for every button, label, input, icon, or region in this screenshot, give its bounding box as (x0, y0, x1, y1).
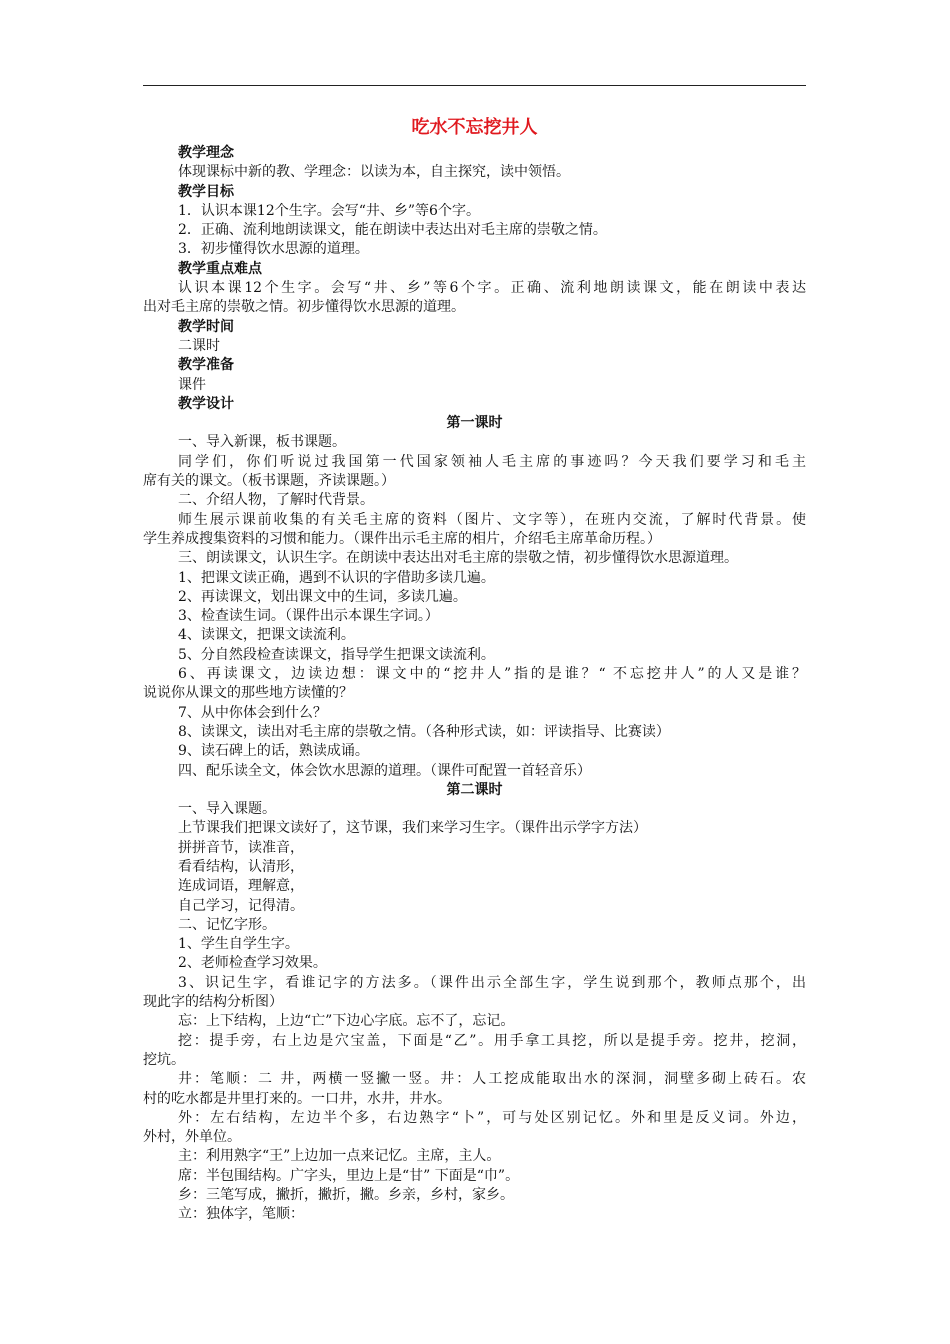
paragraph-line: 同学们，你们听说过我国第一代国家领袖人毛主席的事迹吗？今天我们要学习和毛主 (178, 453, 806, 470)
paragraph-line: 一、导入课题。 (178, 801, 276, 818)
paragraph-line: 主：利用熟字“王”上边加一点来记忆。主席，主人。 (178, 1148, 501, 1165)
paragraph-line: 立：独体字，笔顺： (178, 1206, 304, 1223)
document-body (143, 114, 806, 1225)
paragraph-line: 5、分自然段检查读课文，指导学生把课文读流利。 (178, 646, 495, 663)
paragraph-line: 出对毛主席的崇敬之情。初步懂得饮水思源的道理。 (143, 299, 465, 316)
paragraph-line: 三、朗读课文，认识生字。在朗读中表达出对毛主席的崇敬之情，初步懂得饮水思源道理。 (178, 550, 738, 567)
paragraph-line: 挖坑。 (143, 1051, 185, 1068)
paragraph-line: 学生养成搜集资料的习惯和能力。（课件出示毛主席的相片，介绍毛主席革命历程。） (143, 530, 661, 547)
lesson-heading: 第一课时 (446, 415, 503, 432)
paragraph-line: 2、再读课文，划出课文中的生词，多读几遍。 (178, 588, 467, 605)
paragraph-line: 认识本课12个生字。会写“井、乡”等6个字。正确、流利地朗读课文，能在朗读中表达 (178, 280, 806, 297)
paragraph-line: 四、配乐读全文，体会饮水思源的道理。（课件可配置一首轻音乐） (178, 762, 591, 779)
paragraph-line: 1、学生自学生字。 (178, 936, 299, 953)
paragraph-line: 说说你从课文的那些地方读懂的？ (143, 685, 353, 702)
paragraph-line: 连成词语，理解意， (178, 878, 304, 895)
paragraph-line: 4、读课文，把课文读流利。 (178, 627, 355, 644)
paragraph-line: 看看结构，认清形， (178, 858, 304, 875)
paragraph-line: 席有关的课文。（板书课题，齐读课题。） (143, 473, 395, 490)
paragraph-line: 外村，外单位。 (143, 1129, 241, 1146)
paragraph-line: 自己学习，记得清。 (178, 897, 304, 914)
paragraph-line: 6、再读课文，边读边想：课文中的“挖井人”指的是谁？“ 不忘挖井人”的人又是谁？ (178, 666, 806, 683)
paragraph-line: 7、从中你体会到什么？ (178, 704, 327, 721)
paragraph-line: 乡：三笔写成，撇折，撇折，撇。乡亲，乡村，家乡。 (178, 1187, 514, 1204)
paragraph-line: 9、读石碑上的话，熟读成诵。 (178, 743, 369, 760)
paragraph-line: 井：笔顺：二 井，两横一竖撇一竖。井：人工挖成能取出水的深洞，洞壁多砌上砖石。农 (178, 1071, 806, 1088)
section-heading: 教学目标 (178, 183, 234, 200)
paragraph-line: 8、读课文，读出对毛主席的崇敬之情。（各种形式读，如：评读指导、比赛读） (178, 723, 670, 740)
paragraph-line: 忘：上下结构，上边“亡”下边心字底。忘不了，忘记。 (178, 1013, 515, 1030)
paragraph-line: 村的吃水都是井里打来的。一口井，水井，井水。 (143, 1090, 451, 1107)
paragraph-line: 外：左右结构，左边半个多，右边熟字“卜”，可与处区别记忆。外和里是反义词。外边， (178, 1109, 806, 1126)
paragraph-line: 现此字的结构分析图） (143, 994, 283, 1011)
paragraph-line: 师生展示课前收集的有关毛主席的资料（图片、文字等），在班内交流，了解时代背景。使 (178, 511, 806, 528)
paragraph-line: 席：半包围结构。广字头，里边上是“甘” 下面是“巾”。 (178, 1167, 520, 1184)
section-heading: 教学重点难点 (178, 260, 262, 277)
document-title: 吃水不忘挖井人 (411, 117, 538, 138)
paragraph-line: 1、把课文读正确，遇到不认识的字借助多读几遍。 (178, 569, 495, 586)
paragraph-line: 挖：提手旁，右上边是穴宝盖，下面是“乙”。用手拿工具挖，所以是提手旁。挖井，挖洞， (178, 1032, 806, 1049)
lesson-heading: 第二课时 (446, 781, 503, 798)
section-heading: 教学准备 (178, 357, 234, 374)
paragraph-line: 3、检查读生词。（课件出示本课生字词。） (178, 608, 439, 625)
paragraph-line: 体现课标中新的教、学理念：以读为本，自主探究，读中领悟。 (178, 164, 570, 181)
paragraph-line: 拼拼音节，读准音， (178, 839, 304, 856)
paragraph-line: 1．认识本课12个生字。会写“井、乡”等6个字。 (178, 202, 480, 219)
paragraph-line: 2．正确、流利地朗读课文，能在朗读中表达出对毛主席的崇敬之情。 (178, 222, 607, 239)
paragraph-line: 3、识记生字，看谁记字的方法多。（课件出示全部生字，学生说到那个，教师点那个，出 (178, 974, 806, 991)
paragraph-line: 一、导入新课，板书课题。 (178, 434, 346, 451)
document-content (143, 144, 806, 1225)
paragraph-line: 上节课我们把课文读好了，这节课，我们来学习生字。（课件出示学字方法） (178, 820, 647, 837)
header-rule (143, 85, 806, 86)
paragraph-line: 3．初步懂得饮水思源的道理。 (178, 241, 369, 258)
section-heading: 教学理念 (178, 145, 234, 161)
paragraph-line: 二、记忆字形。 (178, 916, 276, 933)
paragraph-line: 二、介绍人物，了解时代背景。 (178, 492, 374, 509)
section-heading: 教学时间 (178, 318, 234, 335)
section-heading: 教学设计 (178, 395, 234, 412)
paragraph-line: 课件 (178, 376, 206, 393)
paragraph-line: 2、老师检查学习效果。 (178, 955, 327, 972)
paragraph-line: 二课时 (178, 337, 220, 354)
